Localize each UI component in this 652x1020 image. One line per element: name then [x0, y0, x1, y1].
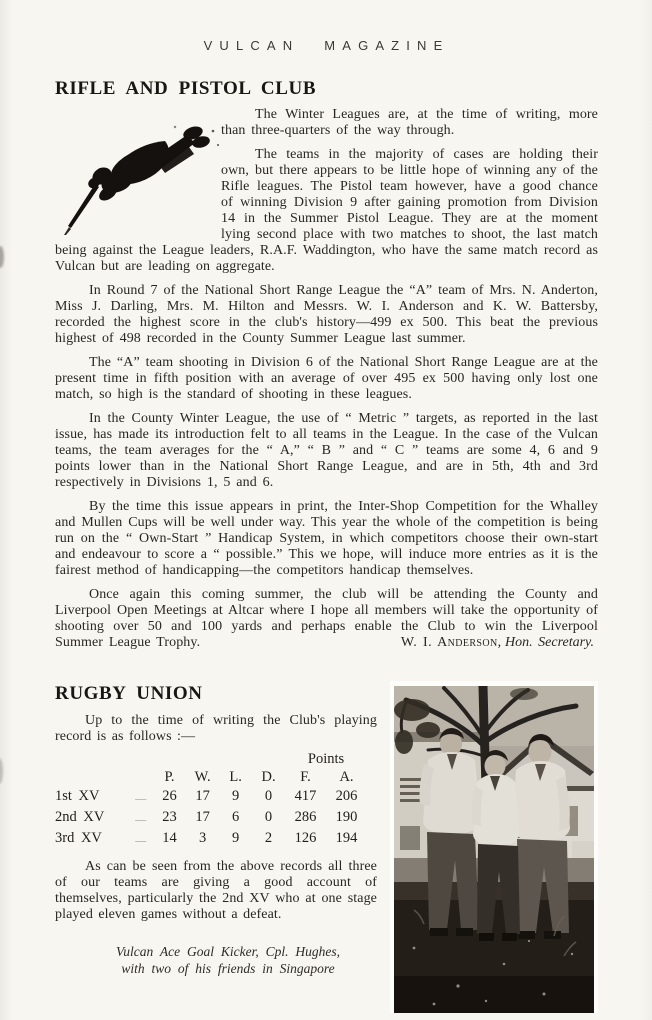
cell-played: 26 — [162, 788, 177, 804]
col-drawn: D. — [261, 769, 276, 785]
rifle-club-article — [55, 107, 598, 651]
rugby-text-column — [55, 681, 377, 1013]
rugby-intro-paragraph: Up to the time of writing the Club's playing record is as follows :— — [55, 713, 377, 744]
rifle-paragraph-1: The Winter Leagues are, at the time of writing, more than three-quarters of the way through. — [221, 107, 598, 138]
points-group-header: Points — [307, 751, 345, 767]
col-lost: L. — [229, 769, 242, 785]
col-played: P. — [164, 769, 175, 785]
rugby-union-heading: RUGBY UNION — [55, 683, 203, 704]
team-name: 1st XV — [55, 788, 100, 804]
points-group-header-row — [55, 751, 367, 768]
prone-shooter-illustration — [55, 109, 221, 235]
rifle-paragraph-5: In the County Winter League, the use of “ Metric ” targets, as reported in the last issue, has made its introduction felt to all teams in the League. In the case of the Vulcan teams, the team averages for the “ A,” “ B ” and “ C ” teams are some 4, 6 and 9 points lower than in the National Short Range League, and are in 5th, 4th and 3rd respectively in Divisions 1, 5 and 6. — [55, 411, 598, 490]
cell-drawn: 2 — [264, 830, 273, 846]
rugby-outro-paragraph: As can be seen from the above records all three of our teams are giving a good account of themselves, particularly the 2nd XV who at one stage played eleven games without a defeat. — [55, 859, 377, 922]
cell-played: 23 — [162, 809, 177, 825]
scan-artifact — [0, 246, 4, 268]
scan-artifact — [0, 758, 3, 784]
table-row-2nd-xv — [55, 807, 367, 828]
rifle-paragraph-2: The teams in the majority of cases are holding their own, but there appears to be little hope of winning any of the Rifle leagues. The Pistol team however, have a good chance of winning Division 9 after gaining promotion from Division 14 in the Summer Pistol League. They are at the moment lying second place with two matches to shoot, the last match being against the League leaders, R.A.F. Waddington, who have the same match record as Vulcan but are leading on aggregate. — [55, 147, 598, 274]
leader-dash: — — [135, 835, 147, 847]
cell-for: 286 — [294, 809, 317, 825]
col-points-for: F. — [300, 769, 311, 785]
rifle-paragraph-4: The “A” team shooting in Division 6 of the National Short Range League are at the present time in fifth position with an average of over 495 ex 500 having only lost one match, so high is the standard of shooting in these leagues. — [55, 355, 598, 402]
rifle-paragraph-6: By the time this issue appears in print, the Inter-Shop Competition for the Whalley and Mullen Cups will be well under way. This year the whole of the competition is being run on the “ Own-Start ” Handicap System, in which competitors choose their own-start and endeavour to score a “ possible.” This we hope, will induce more entries as it is the fairest method of handicapping—the competitors handicap themselves. — [55, 499, 598, 578]
rugby-photo-column — [377, 681, 598, 1013]
photo-caption — [55, 944, 377, 977]
photo-caption-line-2: with two of his friends in Singapore — [121, 960, 335, 976]
cell-for: 126 — [294, 830, 317, 846]
cell-lost: 9 — [232, 788, 240, 804]
signature-name: W. I. Anderson, — [400, 635, 502, 650]
leader-dash: — — [135, 814, 147, 826]
cell-against: 194 — [335, 830, 358, 846]
team-name: 2nd XV — [55, 809, 105, 825]
singapore-photo — [390, 681, 598, 1013]
table-row-3rd-xv — [55, 828, 367, 849]
signature-role: Hon. Secretary. — [505, 635, 594, 650]
col-won: W. — [194, 769, 211, 785]
leader-dash: — — [135, 793, 147, 805]
cell-drawn: 0 — [264, 809, 273, 825]
cell-won: 17 — [195, 809, 210, 825]
cell-won: 17 — [195, 788, 210, 804]
column-header-row — [55, 768, 367, 786]
photo-caption-line-1: Vulcan Ace Goal Kicker, Cpl. Hughes, — [116, 944, 340, 959]
cell-lost: 9 — [232, 830, 240, 846]
masthead: VULCAN MAGAZINE — [203, 38, 450, 53]
cell-won: 3 — [198, 830, 207, 846]
prone-shooter-icon — [55, 109, 221, 235]
cell-against: 206 — [335, 788, 358, 804]
singapore-photo-image — [394, 686, 594, 1013]
rifle-paragraph-3: In Round 7 of the National Short Range League the “A” team of Mrs. N. Anderton, Miss J. Darling, Mrs. M. Hilton and Messrs. W. I. Anderson and K. W. Battersby, recorded the highest score in the club's history—499 ex 500. This beat the previous highest of 498 recorded in the County Summer League last summer. — [55, 283, 598, 346]
cell-for: 417 — [294, 788, 317, 804]
cell-against: 190 — [335, 809, 358, 825]
cell-played: 14 — [162, 830, 177, 846]
table-row-1st-xv — [55, 786, 367, 807]
playing-record-table — [55, 751, 367, 849]
team-name: 3rd XV — [55, 830, 102, 846]
rifle-paragraph-7: Once again this coming summer, the club will be attending the County and Liverpool Open Meetings at Altcar where I hope all members will take the opportunity of shooting over 50 and 100 yards and perhaps enable the Club to win the Liverpool Summer League Trophy. — [55, 587, 598, 650]
cell-lost: 6 — [232, 809, 240, 825]
rifle-club-heading: RIFLE AND PISTOL CLUB — [55, 78, 317, 99]
rugby-union-article — [55, 681, 598, 1013]
col-points-against: A. — [339, 769, 354, 785]
cell-drawn: 0 — [264, 788, 273, 804]
